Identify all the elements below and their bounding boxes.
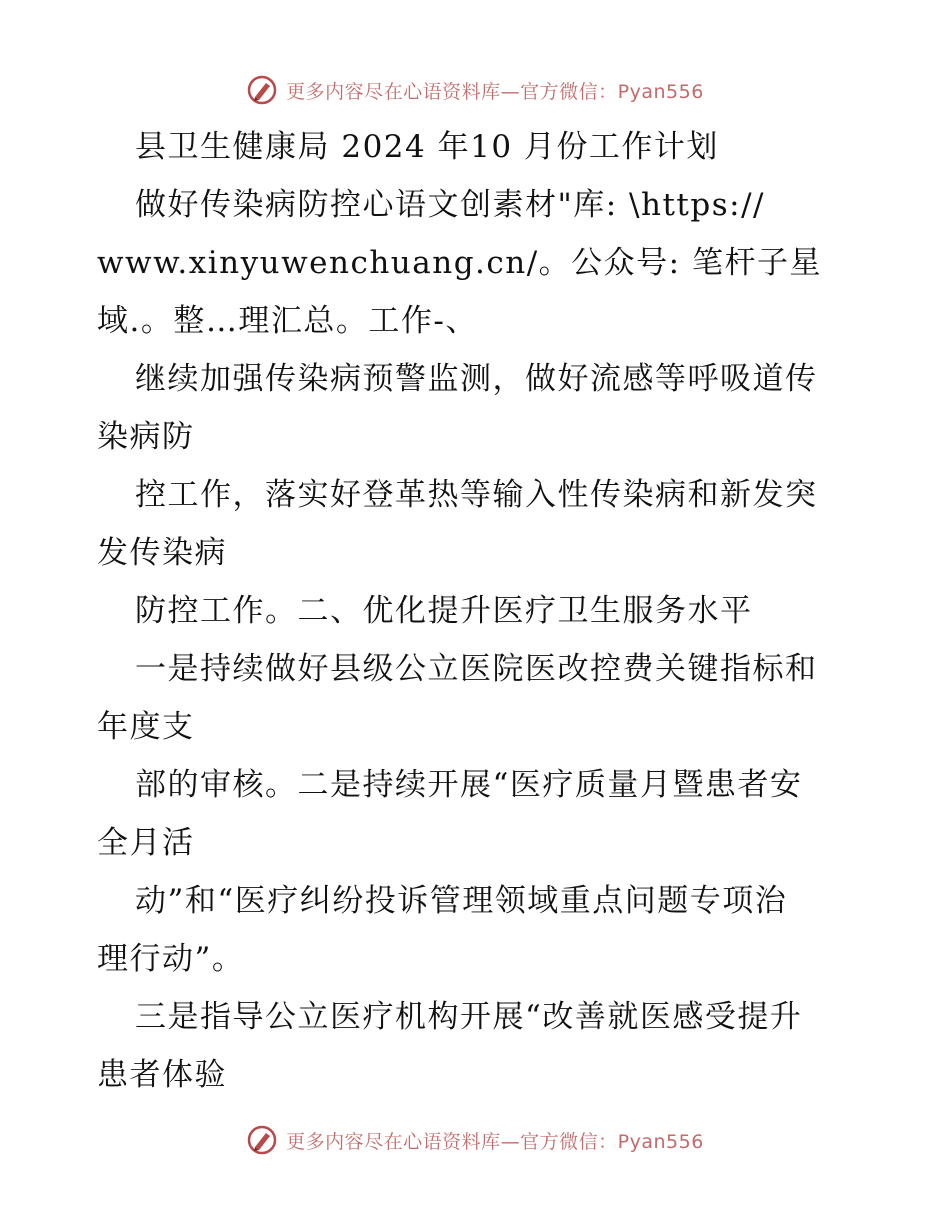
header-watermark xyxy=(0,70,950,110)
document-body xyxy=(97,118,857,1104)
text-line: 理行动”。 xyxy=(97,941,245,977)
text-line: 动”和“医疗纠纷投诉管理领域重点问题专项治 xyxy=(135,883,788,919)
text-line: 县卫生健康局 2024 年10 月份工作计划 xyxy=(135,129,719,165)
pen-logo-icon xyxy=(246,1124,278,1156)
text-line: 三是指导公立医疗机构开展“改善就医感受提升 xyxy=(135,999,803,1035)
watermark-text: 更多内容尽在心语资料库—官方微信：Pyan556 xyxy=(286,1130,704,1153)
text-line: 部的审核。二是持续开展“医疗质量月暨患者安 xyxy=(135,767,803,803)
pen-logo-icon xyxy=(246,74,278,106)
footer-watermark xyxy=(0,1120,950,1160)
watermark-text: 更多内容尽在心语资料库—官方微信：Pyan556 xyxy=(286,80,704,103)
text-line: 患者体验 xyxy=(97,1057,227,1093)
text-line: 一是持续做好县级公立医院医改控费关键指标和 xyxy=(135,651,818,687)
text-line: 控工作，落实好登革热等输入性传染病和新发突 xyxy=(135,477,818,513)
text-line: 继续加强传染病预警监测，做好流感等呼吸道传 xyxy=(135,361,818,397)
text-line: www.xinyuwenchuang.cn/。公众号: 笔杆子星 xyxy=(97,245,822,281)
text-line: 域.。整…理汇总。工作-、 xyxy=(97,303,478,339)
text-line: 防控工作。二、优化提升医疗卫生服务水平 xyxy=(135,593,753,629)
text-line: 发传染病 xyxy=(97,535,227,571)
text-line: 做好传染病防控心语文创素材"库: \https:// xyxy=(135,187,765,223)
text-line: 全月活 xyxy=(97,825,195,861)
text-line: 染病防 xyxy=(97,419,195,455)
text-line: 年度支 xyxy=(97,709,195,745)
